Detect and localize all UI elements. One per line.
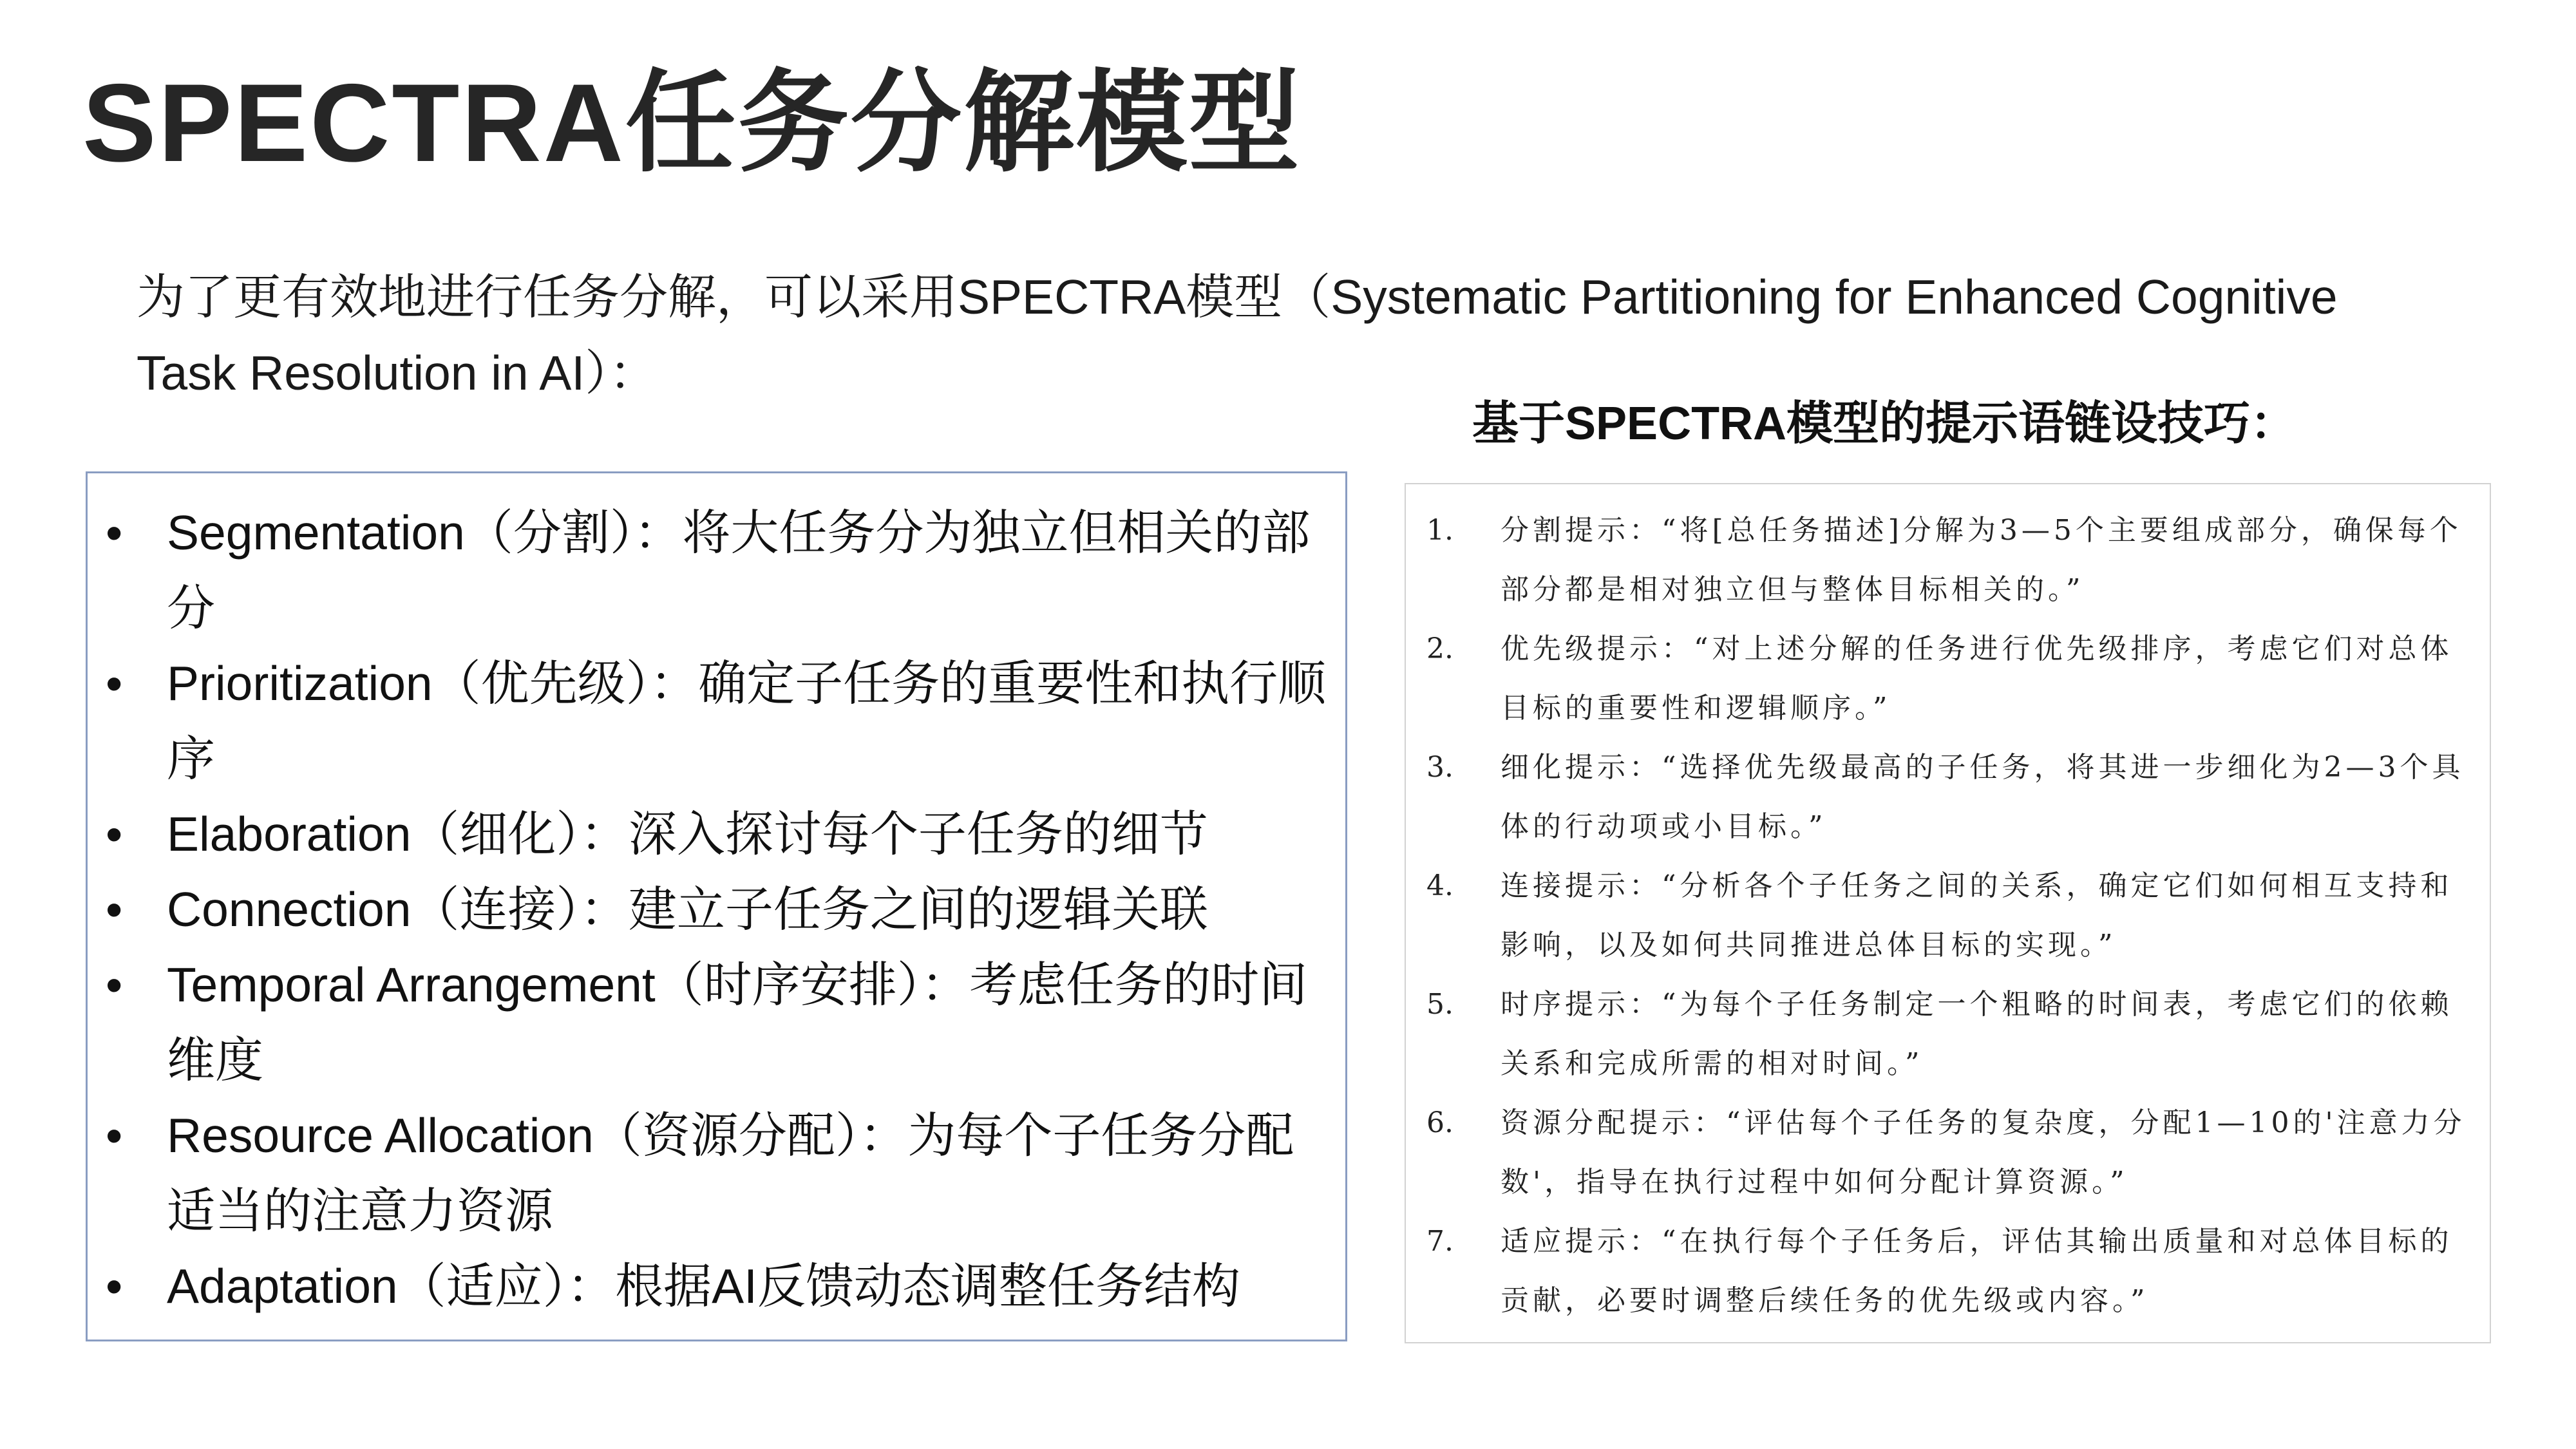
bullet-icon: • (106, 1259, 123, 1313)
tip-number: 5. (1426, 988, 1454, 1021)
components-list (88, 495, 1330, 1324)
bullet-icon: • (106, 656, 123, 710)
tip-number: 2. (1426, 632, 1454, 665)
tips-list (1406, 501, 2467, 1331)
component-text: Connection（连接）：建立子任务之间的逻辑关联 (167, 882, 1208, 936)
tip-text: 细化提示：“选择优先级最高的子任务，将其进一步细化为2—3个具体的行动项或小目标。” (1501, 751, 2465, 843)
component-item-connection (88, 872, 1330, 947)
bullet-icon: • (106, 506, 123, 560)
tip-text: 优先级提示：“对上述分解的任务进行优先级排序，考虑它们对总体目标的重要性和逻辑顺序。” (1501, 632, 2453, 724)
component-item-resource-allocation (88, 1098, 1330, 1249)
component-item-segmentation (88, 495, 1330, 646)
tip-text: 连接提示：“分析各个子任务之间的关系，确定它们如何相互支持和影响，以及如何共同推进总体目标的实现。” (1501, 869, 2453, 961)
component-text: Prioritization（优先级）：确定子任务的重要性和执行顺序 (167, 656, 1327, 786)
tips-heading: 基于SPECTRA模型的提示语链设技巧： (1472, 398, 2297, 450)
component-item-adaptation (88, 1249, 1330, 1324)
bullet-icon: • (106, 807, 123, 861)
tips-box (1405, 483, 2491, 1343)
tip-item-elaboration (1406, 738, 2467, 857)
tip-text: 资源分配提示：“评估每个子任务的复杂度，分配1—10的'注意力分数'，指导在执行过程中如何分配计算资源。” (1501, 1106, 2466, 1198)
bullet-icon: • (106, 1108, 123, 1162)
tip-item-adaptation (1406, 1212, 2467, 1331)
component-item-prioritization (88, 646, 1330, 797)
tip-item-resource-allocation (1406, 1094, 2467, 1212)
tip-text: 适应提示：“在执行每个子任务后，评估其输出质量和对总体目标的贡献，必要时调整后续任务的优先级或内容。” (1501, 1225, 2453, 1317)
component-text: Elaboration（细化）：深入探讨每个子任务的细节 (167, 807, 1208, 861)
tip-number: 4. (1426, 869, 1454, 902)
page-title: SPECTRA任务分解模型 (82, 61, 1302, 185)
component-text: Resource Allocation（资源分配）：为每个子任务分配适当的注意力资源 (167, 1108, 1294, 1238)
component-item-elaboration (88, 797, 1330, 872)
tip-text: 时序提示：“为每个子任务制定一个粗略的时间表，考虑它们的依赖关系和完成所需的相对时间。” (1501, 988, 2453, 1080)
bullet-icon: • (106, 958, 123, 1012)
tip-number: 3. (1426, 751, 1454, 784)
bullet-icon: • (106, 882, 123, 936)
tip-number: 1. (1426, 514, 1454, 547)
component-text: Adaptation（适应）：根据AI反馈动态调整任务结构 (167, 1259, 1240, 1313)
tip-item-prioritization (1406, 620, 2467, 738)
tip-text: 分割提示：“将[总任务描述]分解为3—5个主要组成部分，确保每个部分都是相对独立但与整体目标相关的。” (1501, 514, 2462, 606)
tip-number: 6. (1426, 1106, 1454, 1139)
components-box (86, 471, 1347, 1341)
intro-paragraph: 为了更有效地进行任务分解，可以采用SPECTRA模型（Systematic Partitioning for Enhanced Cognitive Task Resolution in AI）： (137, 270, 2338, 400)
tip-item-connection (1406, 857, 2467, 975)
tip-number: 7. (1426, 1225, 1454, 1258)
component-text: Temporal Arrangement（时序安排）：考虑任务的时间维度 (167, 958, 1308, 1087)
component-text: Segmentation（分割）：将大任务分为独立但相关的部分 (167, 506, 1311, 635)
tip-item-temporal (1406, 975, 2467, 1094)
tip-item-segmentation (1406, 501, 2467, 620)
component-item-temporal-arrangement (88, 947, 1330, 1098)
